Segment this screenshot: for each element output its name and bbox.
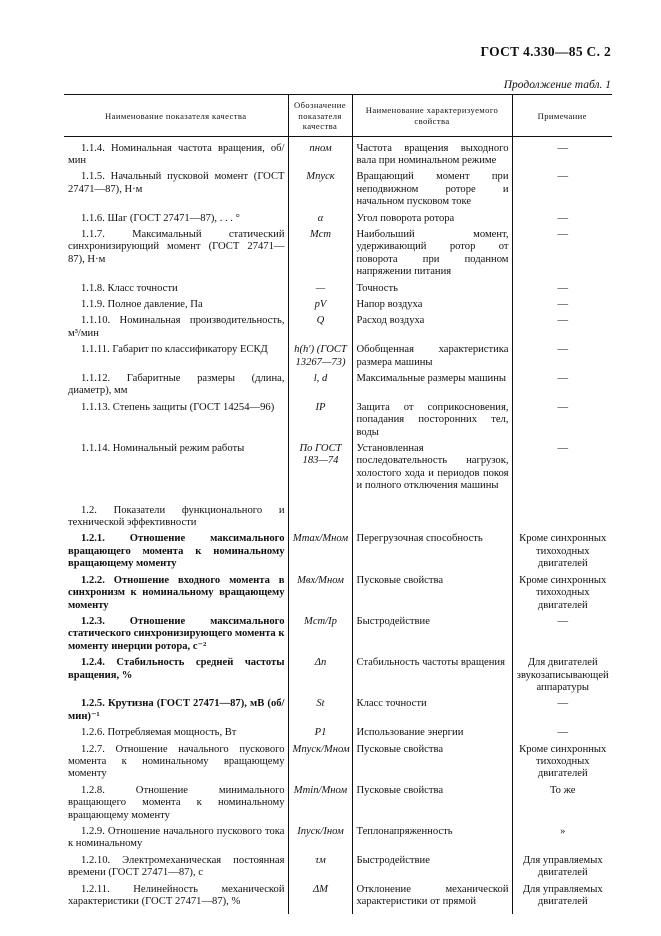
symbol-cell <box>288 169 352 210</box>
name-cell-text: 1.2.5. Крутизна (ГОСТ 27471—87), мВ (об/мин)⁻¹ <box>68 698 285 722</box>
property-cell-text: Быстродействие <box>356 854 430 866</box>
name-cell <box>64 371 288 400</box>
note-cell-text: — <box>557 373 569 384</box>
property-cell-text: Угол поворота ротора <box>356 212 455 224</box>
note-cell <box>512 297 612 313</box>
name-cell-text: 1.1.8. Класс точности <box>81 282 178 294</box>
note-cell <box>512 136 612 169</box>
symbol-cell <box>288 573 352 614</box>
property-cell <box>352 297 512 313</box>
table-row <box>64 441 612 495</box>
name-cell-text: 1.2.9. Отношение начального пускового тока к номинальному <box>68 826 285 850</box>
symbol-cell <box>288 136 352 169</box>
symbol-cell-text: — <box>315 282 326 294</box>
name-cell <box>64 400 288 441</box>
symbol-cell-text: Mст <box>309 228 332 240</box>
symbol-cell-text: Mпуск/Mном <box>292 743 350 755</box>
symbol-cell-text: По ГОСТ 183—74 <box>299 443 342 467</box>
column-header-symbol: Обозначение показателя качества <box>288 95 352 137</box>
property-cell <box>352 531 512 572</box>
note-cell-text: — <box>557 315 569 327</box>
page-header: ГОСТ 4.330—85 С. 2 <box>480 44 611 59</box>
symbol-cell-text: IP <box>315 401 326 413</box>
property-cell <box>352 441 512 495</box>
property-cell-text: Наибольший момент, удерживающий ротор от поворота при поданном напряжении питания <box>356 228 509 278</box>
property-cell <box>352 313 512 342</box>
symbol-cell <box>288 227 352 281</box>
note-cell-text: — <box>557 698 569 710</box>
property-cell-text: Частота вращения выходного вала при номинальном режиме <box>356 142 509 166</box>
symbol-cell-text: Mвх/Mном <box>297 574 344 586</box>
name-cell-text: 1.1.6. Шаг (ГОСТ 27471—87), . . . ° <box>81 212 240 224</box>
note-cell-text: — <box>557 401 569 413</box>
property-cell <box>352 824 512 853</box>
name-cell-text: 1.2.8. Отношение минимального вращающего момента к номинальному вращающему моменту <box>68 784 285 821</box>
property-cell <box>352 882 512 915</box>
table-header-row <box>64 95 612 137</box>
table-row <box>64 696 612 725</box>
note-cell <box>512 211 612 227</box>
symbol-cell-text: Mmin/Mном <box>293 784 348 796</box>
note-cell <box>512 655 612 696</box>
table-row <box>64 227 612 281</box>
name-cell-text: 1.2.2. Отношение входного момента в синхронизм к номинальному вращающему моменту <box>68 574 285 611</box>
symbol-cell-text: pV <box>314 298 327 310</box>
property-cell-text: Установленная последовательность нагрузок, холостого хода и периодов покоя и полного отключения машины <box>356 443 509 492</box>
table-row <box>64 531 612 572</box>
symbol-cell <box>288 297 352 313</box>
table-row <box>64 573 612 614</box>
property-cell-text: Точность <box>356 282 398 294</box>
note-cell-text: Для управляемых двигателей <box>522 854 603 879</box>
name-cell <box>64 573 288 614</box>
table-row <box>64 853 612 882</box>
name-cell-text: 1.2.10. Электромеханическая постоянная времени (ГОСТ 27471—87), с <box>68 854 285 879</box>
property-cell <box>352 400 512 441</box>
property-cell <box>352 281 512 297</box>
note-cell <box>512 281 612 297</box>
symbol-cell-text: h(h′) (ГОСТ 13267—73) <box>294 344 347 368</box>
name-cell-text: 1.2.4. Стабильность средней частоты вращения, % <box>68 657 285 681</box>
note-cell <box>512 742 612 783</box>
name-cell-text: 1.2.6. Потребляемая мощность, Вт <box>81 727 237 739</box>
name-cell <box>64 211 288 227</box>
name-cell <box>64 227 288 281</box>
name-cell-text: 1.2.1. Отношение максимального вращающего момента к номинальному вращающему моменту <box>68 533 285 570</box>
table-row <box>64 495 612 532</box>
note-cell-text: — <box>557 443 569 455</box>
name-cell <box>64 725 288 741</box>
symbol-cell <box>288 824 352 853</box>
name-cell <box>64 824 288 853</box>
note-cell-text: Кроме синхронных тихоходных двигателей <box>519 743 607 780</box>
symbol-cell <box>288 281 352 297</box>
symbol-cell <box>288 783 352 824</box>
property-cell-text: Пусковые свойства <box>356 743 444 755</box>
column-header-name: Наименование показателя качества <box>64 95 288 137</box>
table-row <box>64 725 612 741</box>
note-cell <box>512 313 612 342</box>
property-cell <box>352 573 512 614</box>
table-row <box>64 281 612 297</box>
table-row <box>64 655 612 696</box>
name-cell <box>64 342 288 371</box>
name-cell <box>64 495 288 532</box>
property-cell <box>352 227 512 281</box>
property-cell-text: Теплонапряженность <box>356 826 453 837</box>
name-cell-text: 1.1.13. Степень защиты (ГОСТ 14254—96) <box>81 401 275 413</box>
symbol-cell-text: St <box>316 698 325 710</box>
symbol-cell-text: Mст/Ip <box>304 615 337 627</box>
symbol-cell-text: Iпуск/Iном <box>297 826 344 837</box>
note-cell <box>512 696 612 725</box>
symbol-cell-text: P1 <box>314 727 327 739</box>
property-cell-text: Отклонение механической характеристики от прямой <box>356 883 509 908</box>
note-cell <box>512 783 612 824</box>
table-row <box>64 824 612 853</box>
symbol-cell <box>288 742 352 783</box>
note-cell-text: Для двигателей звукозаписывающей аппаратуры <box>516 657 609 693</box>
note-cell <box>512 342 612 371</box>
name-cell-text: 1.2. Показатели функционального и технической эффективности <box>68 504 285 529</box>
property-cell-text: Пусковые свойства <box>356 784 444 796</box>
property-cell <box>352 725 512 741</box>
symbol-cell <box>288 400 352 441</box>
symbol-cell-text: τм <box>315 854 326 866</box>
name-cell-text: 1.1.4. Номинальная частота вращения, об/мин <box>68 142 285 166</box>
note-cell <box>512 882 612 915</box>
table-row <box>64 882 612 915</box>
property-cell <box>352 742 512 783</box>
symbol-cell <box>288 655 352 696</box>
property-cell-text: Расход воздуха <box>356 315 425 327</box>
name-cell <box>64 281 288 297</box>
name-cell-text: 1.1.5. Начальный пусковой момент (ГОСТ 27471—87), Н·м <box>68 171 285 195</box>
symbol-cell-text: Mпуск <box>306 171 335 183</box>
note-cell <box>512 614 612 655</box>
note-cell-text: — <box>557 171 569 183</box>
name-cell <box>64 313 288 342</box>
property-cell-text: Максимальные размеры машины <box>356 373 507 384</box>
symbol-cell-text: Q <box>316 315 325 327</box>
name-cell <box>64 169 288 210</box>
note-cell <box>512 853 612 882</box>
property-cell-text: Напор воздуха <box>356 298 423 310</box>
note-cell <box>512 400 612 441</box>
symbol-cell <box>288 725 352 741</box>
name-cell-text: 1.2.11. Нелинейность механической характеристики (ГОСТ 27471—87), % <box>68 883 285 908</box>
symbol-cell <box>288 211 352 227</box>
note-cell-text: То же <box>549 784 576 796</box>
note-cell-text: Кроме синхронных тихоходных двигателей <box>519 533 607 570</box>
symbol-cell <box>288 853 352 882</box>
property-cell-text: Класс точности <box>356 698 427 710</box>
column-header-property: Наименование характеризуемого свойства <box>352 95 512 137</box>
note-cell-text: — <box>557 212 569 224</box>
name-cell-text: 1.1.11. Габарит по классификатору ЕСКД <box>81 344 268 356</box>
symbol-cell-text: l, d <box>313 373 328 384</box>
property-cell-text: Перегрузочная способность <box>356 533 483 545</box>
table-row <box>64 313 612 342</box>
note-cell <box>512 495 612 532</box>
quality-indicators-table <box>64 94 612 914</box>
symbol-cell-text: nном <box>309 142 332 154</box>
property-cell-text: Быстродействие <box>356 615 430 627</box>
property-cell <box>352 614 512 655</box>
symbol-cell-text: Δn <box>314 657 327 669</box>
note-cell-text: — <box>557 344 569 356</box>
name-cell-text: 1.1.7. Максимальный статический синхронизирующий момент (ГОСТ 27471—87), Н·м <box>68 228 285 265</box>
name-cell <box>64 853 288 882</box>
property-cell-text: Стабильность частоты вращения <box>356 657 505 669</box>
symbol-cell <box>288 441 352 495</box>
note-cell <box>512 725 612 741</box>
property-cell <box>352 696 512 725</box>
name-cell <box>64 742 288 783</box>
table-row <box>64 371 612 400</box>
property-cell-text: Использование энергии <box>356 727 464 739</box>
note-cell-text: — <box>557 142 569 154</box>
note-cell <box>512 531 612 572</box>
property-cell-text: Вращающий момент при неподвижном роторе и начальном пусковом токе <box>356 171 509 208</box>
name-cell-text: 1.1.9. Полное давление, Па <box>81 298 203 310</box>
name-cell-text: 1.2.3. Отношение максимального статического синхронизирующего момента к моменту инерции ротора, с⁻² <box>68 615 285 652</box>
name-cell-text: 1.1.12. Габаритные размеры (длина, диаметр), мм <box>68 373 285 397</box>
note-cell-text: — <box>557 615 569 627</box>
table-row <box>64 400 612 441</box>
name-cell <box>64 614 288 655</box>
note-cell <box>512 573 612 614</box>
symbol-cell <box>288 882 352 915</box>
symbol-cell-text: α <box>317 212 324 224</box>
table-row <box>64 169 612 210</box>
name-cell-text: 1.1.14. Номинальный режим работы <box>81 443 245 455</box>
table-row <box>64 614 612 655</box>
note-cell-text: — <box>557 727 569 739</box>
table-row <box>64 783 612 824</box>
property-cell <box>352 655 512 696</box>
property-cell-text: Обобщенная характеристика размера машины <box>356 344 509 368</box>
note-cell-text: — <box>557 298 569 310</box>
symbol-cell <box>288 313 352 342</box>
note-cell-text: — <box>557 228 569 240</box>
note-cell-text: — <box>557 282 569 294</box>
symbol-cell-text: ΔM <box>312 883 329 895</box>
property-cell <box>352 169 512 210</box>
property-cell <box>352 342 512 371</box>
name-cell <box>64 655 288 696</box>
note-cell <box>512 227 612 281</box>
note-cell <box>512 371 612 400</box>
name-cell <box>64 696 288 725</box>
name-cell <box>64 441 288 495</box>
symbol-cell <box>288 696 352 725</box>
property-cell-text: Защита от соприкосновения, попадания посторонних тел, воды <box>356 401 509 438</box>
property-cell <box>352 853 512 882</box>
note-cell-text: » <box>560 826 566 837</box>
table-row <box>64 211 612 227</box>
symbol-cell <box>288 531 352 572</box>
note-cell-text: Кроме синхронных тихоходных двигателей <box>519 574 607 611</box>
name-cell <box>64 783 288 824</box>
symbol-cell <box>288 371 352 400</box>
table-row <box>64 342 612 371</box>
symbol-cell <box>288 614 352 655</box>
property-cell <box>352 371 512 400</box>
column-header-note: Примечание <box>512 95 612 137</box>
note-cell-text: Для управляемых двигателей <box>522 883 603 908</box>
property-cell <box>352 136 512 169</box>
note-cell <box>512 441 612 495</box>
property-cell <box>352 783 512 824</box>
name-cell <box>64 531 288 572</box>
table-row <box>64 297 612 313</box>
name-cell <box>64 297 288 313</box>
property-cell <box>352 211 512 227</box>
table-row <box>64 742 612 783</box>
note-cell <box>512 169 612 210</box>
symbol-cell-text: Mmax/Mном <box>292 533 349 545</box>
symbol-cell <box>288 342 352 371</box>
name-cell-text: 1.2.7. Отношение начального пускового момента к номинальному вращающему моменту <box>68 743 285 780</box>
property-cell <box>352 495 512 532</box>
property-cell-text: Пусковые свойства <box>356 574 444 586</box>
name-cell-text: 1.1.10. Номинальная производительность, м³/мин <box>68 315 285 339</box>
table-continuation-label: Продолжение табл. 1 <box>503 79 611 91</box>
symbol-cell <box>288 495 352 532</box>
note-cell <box>512 824 612 853</box>
table-row <box>64 136 612 169</box>
name-cell <box>64 882 288 915</box>
name-cell <box>64 136 288 169</box>
